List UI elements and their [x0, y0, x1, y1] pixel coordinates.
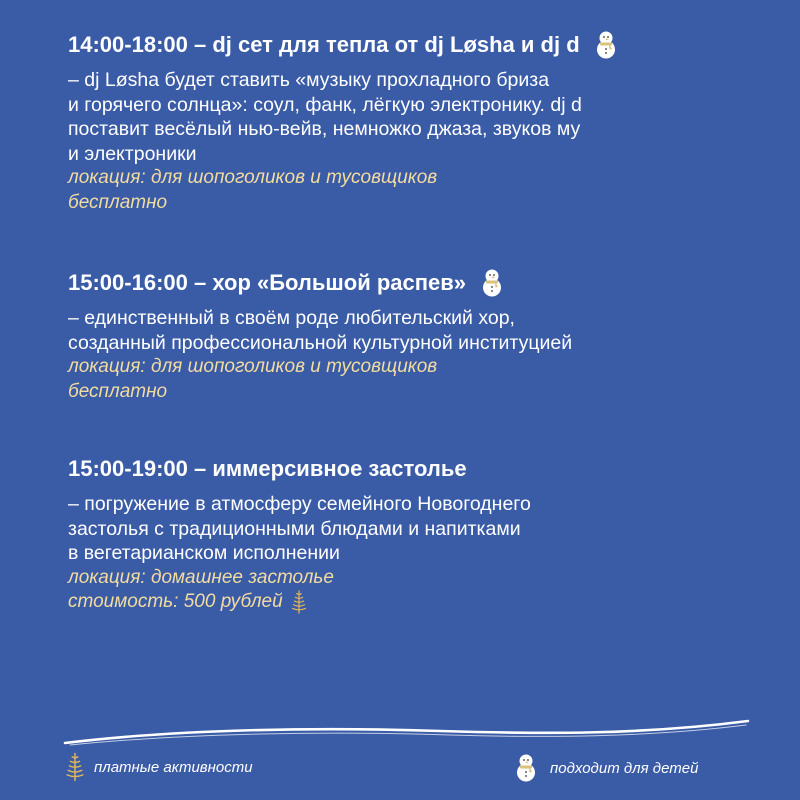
description-line: и горячего солнца»: соул, фанк, лёгкую электронику. dj d [68, 93, 582, 116]
event-2 [68, 268, 768, 404]
event-description [68, 306, 768, 355]
event-location: локация: для шопоголиков и тусовщиков [68, 356, 438, 377]
snowman-icon [514, 752, 538, 784]
event-location: локация: домашнее застолье [68, 566, 334, 588]
event-location: локация: для шопоголиков и тусовщиков [68, 167, 438, 188]
event-title [68, 454, 768, 484]
event-title [68, 30, 768, 60]
event-title-text: 14:00-18:00 – dj сет для тепла от dj Løsha и dj d [68, 32, 580, 57]
description-line: созданный профессиональной культурной институцией [68, 331, 573, 354]
description-line: – погружение в атмосферу семейного Новогоднего [68, 493, 531, 515]
event-title [68, 268, 768, 298]
event-price-row [68, 590, 768, 615]
legend-kids [514, 752, 698, 784]
event-title-text: 15:00-16:00 – хор «Большой распев» [68, 270, 467, 295]
description-line: – единственный в своём роде любительский хор, [68, 307, 515, 329]
description-line: поставит весёлый нью-вейв, немножко джаза, звуков му [68, 118, 581, 140]
description-line: в вегетарианском исполнении [68, 542, 340, 564]
snow-wave-divider [60, 715, 750, 755]
event-3 [68, 454, 768, 615]
snowman-icon [480, 268, 504, 298]
description-line: – dj Løsha будет ставить «музыку прохладного бриза [68, 69, 550, 91]
event-title-text: 15:00-19:00 – иммерсивное застолье [68, 456, 467, 481]
event-description [68, 492, 768, 566]
tree-icon [291, 590, 307, 614]
event-price: бесплатно [68, 380, 168, 402]
event-description [68, 68, 768, 166]
legend-kids-label: подходит для детей [550, 759, 699, 777]
snowman-icon [594, 30, 618, 60]
legend-paid-label: платные активности [94, 758, 253, 776]
event-1 [68, 30, 768, 215]
tree-icon [66, 752, 84, 782]
legend-paid [66, 752, 253, 782]
event-price: стоимость: 500 рублей [68, 591, 283, 612]
description-line: и электроники [68, 142, 197, 165]
event-price: бесплатно [68, 191, 168, 213]
description-line: застолья с традиционными блюдами и напитками [68, 517, 521, 540]
